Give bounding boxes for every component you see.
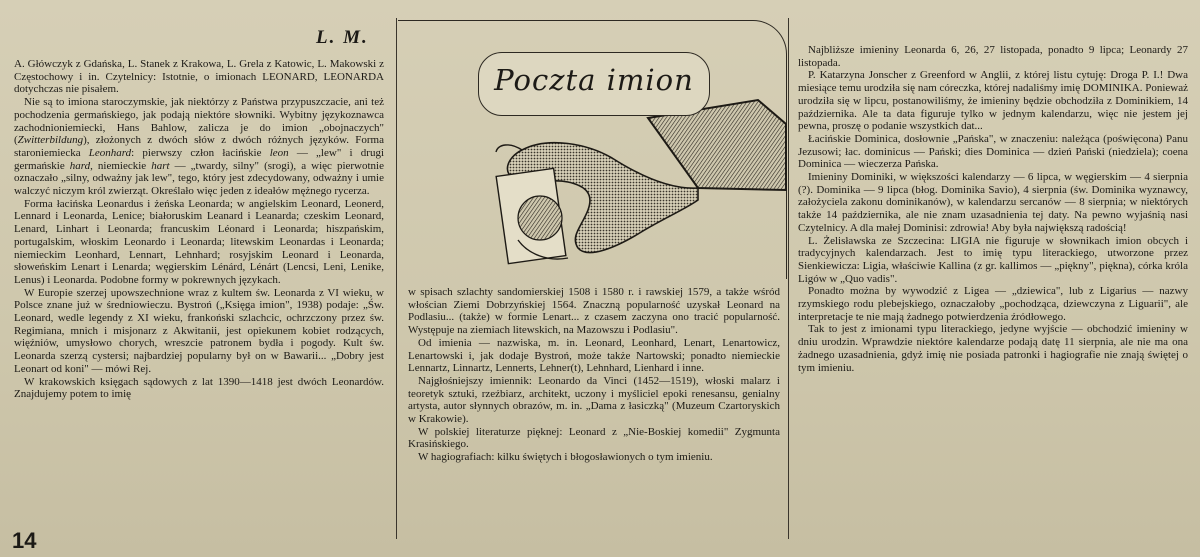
paragraph: Forma łacińska Leonardus i żeńska Leonarda; w angielskim Leonard, Leonerd, Lennard i Leonarda, Lenice; białoruskim Leanard i Leanarda; czeskim Leonard, Lenard, Linhart i Leonarda; francuskim Léonard i Leonarda; hiszpańskim, portugalskim, włoskim Leonardo i Leonarda; litewskim Leonardas i Leonarda; niemieckim Leonhard, Lennart, Lehnhard; rosyjskim Leonard i Leonarda, słoweńskim Lenart i Lenarda; węgierskim Lénárd, Lénárt (Lencsi, Leni, Lenike, Lenus) i Leonarda. Podobne formy w pokrewnych językach. — [14, 197, 384, 286]
text-run: — „twardy, silny" (srogi), a więc pierwotnie oznaczało „silny, odważny jak lew", tego, który jest zdecydowany, odważny i umie walczyć niczym król zwierząt. Określało więc jeden z ideałów mężnego rycerza. — [14, 159, 384, 198]
text-run: , niemieckie — [90, 159, 152, 172]
text-run: Nie są to imiona staroczymskie, jak niektórzy z Państwa przypuszczacie, ani też pochodzenia germańskiego, jak podają niektóre słowniki. Wybitny językoznawca zachodnioniemiecki, Hans Bahlow, zalicza je do imion „obojnaczych" ( — [14, 96, 384, 147]
text-run-italic: Zwitterbildung — [17, 134, 84, 147]
paragraph: P. Katarzyna Jonscher z Greenford w Anglii, z której listu cytuję: Droga P. I.! Dwa miesiące temu urodziła się nam córeczka, której nadaliśmy imię DOMINIKA. Ponieważ urodziła się w lipcu, postanowiliśmy, że imieniny będzie obchodziła z Dominikiem, 14 października. Ale ta data figuruje tylko w jednym kalendarzu, więc nie jestem jej pewna, proszę o podanie wszystkich dat... — [798, 69, 1188, 133]
paragraph: Od imienia — nazwiska, m. in. Leonard, Leonhard, Lenart, Lenartowicz, Lenartowski i, jak dodaje Bystroń, może także Nartowski; ponadto niemieckie Lennartz, Linnartz, Lennerts, Lehner(t), Lehnhard, Lienhard i inne. — [408, 336, 780, 375]
page-number: 14 — [12, 528, 37, 553]
paragraph: W Europie szerzej upowszechnione wraz z kultem św. Leonarda z VI wieku, w Polsce znane już w średniowieczu. Bystroń („Księga imion", 1938) podaje: „Św. Leonard, wedle legendy z XI wieku, frankoński szlachcic, ochrzczony przez św. Regimiana, mnich i misjonarz z Akwitanii, jest opiekunem kobiet rodzących, więźniów, umysłowo chorych, wreszcie patronem bydła i pogody. Kult św. Leonarda szerzą cystersi; najbardziej popularny był on w Bawarii... „Dobry jest Leonart od koni" — mówi Rej. — [14, 286, 384, 375]
finger-outline — [496, 145, 522, 152]
author-initials: L. M. — [316, 27, 369, 48]
text-run-italic: hart — [151, 159, 170, 172]
paragraph: Łacińskie Dominica, dosłownie „Pańska", w znaczeniu: należąca (poświęcona) Panu Jezusowi; łac. dominicus — Pański; dies Dominica — dzień Pański (niedziela); coena Dominica — wieczerza Pańska. — [798, 132, 1188, 171]
paragraph: Tak to jest z imionami typu literackiego, jedyne wyjście — obchodzić imieniny w dniu urodzin. Wprawdzie niektóre kalendarze podają datę 11 sierpnia, ale nie ma ona żadnego uzasadnienia, gdyż imię nie posiada patronki i hagiografie nie znają świętej o tym imieniu. — [798, 323, 1188, 374]
paragraph: Najbliższe imieniny Leonarda 6, 26, 27 listopada, ponadto 9 lipca; Leonardy 27 listopada. — [798, 44, 1188, 69]
text-run: ), złożonych z dwóch słów z dwóch różnych języków. Forma staroniemiecka — [14, 134, 384, 159]
paragraph: A. Główczyk z Gdańska, L. Stanek z Krakowa, L. Grela z Katowic, L. Makowski z Częstochowy i in. Czytelnicy: Istotnie, o imionach LEONARD, LEONARDA dotychczas nie pisałem. — [14, 58, 384, 96]
paragraph: Imieniny Dominiki, w większości kalendarzy — 6 lipca, w węgierskim — 4 sierpnia (?). Dominika — 9 lipca (błog. Dominika Savio), 4 sierpnia (św. Dominika wyznawcy, założyciela zakonu dominikanów), w kalendarzu sercanów — 8 sierpnia; w niektórych także 14 października, ale nie znam uzasadnienia tej daty. Na pewno wyjaśnią nasi Czytelnicy. A dla małej Dominisi: zdrowia! Aby była największą radością! — [798, 171, 1188, 234]
paragraph: L. Żelisławska ze Szczecina: LIGIA nie figuruje w słownikach imion obcych i tradycyjnych kalendarzach. Jest to imię typu literackiego, utworzone przez Sienkiewicza: Ligia, właściwie Kallina (z gr. kallimos — „piękny", piękna), córka króla Ligów w „Quo vadis". — [798, 234, 1188, 285]
paragraph: Najgłośniejszy imiennik: Leonardo da Vinci (1452—1519), włoski malarz i teoretyk sztuki, rzeźbiarz, architekt, uczony i myśliciel epoki renesansu, genialny artysta, autor słynnych obrazów, m. in. „Dama z łasiczką" (Muzeum Czartoryskich w Krakowie). — [408, 374, 780, 426]
paragraph: W hagiografiach: kilku świętych i błogosławionych o tym imieniu. — [418, 451, 713, 464]
column-right — [798, 44, 1188, 544]
paragraph: Ponadto można by wywodzić z Ligea — „dziewica", lub z Ligarius — nazwy rzymskiego rodu plebejskiego, oznaczałoby „pochodząca, dziewczyna z Liguarii", ale interpretacje te nie mają żadnego potwierdzenia źródłowego. — [798, 285, 1188, 323]
text-run: — „lew" i drugi germańskie — [14, 146, 384, 172]
text-run-italic: leon — [269, 146, 289, 159]
paragraph: W krakowskich księgach sądowych z lat 1390—1418 jest dwóch Leonardów. Znajdujemy potem to imię — [14, 375, 384, 401]
text-run-italic: Leonhard — [88, 146, 132, 159]
paragraph — [14, 96, 384, 198]
paragraph: W polskiej literaturze pięknej: Leonard z „Nie-Boskiej komedii" Zygmunta Krasińskiego. — [408, 425, 780, 451]
section-title: Poczta imion — [494, 63, 694, 97]
column-rule-right — [788, 18, 789, 539]
text-run: : pierwszy człon łacińskie — [131, 146, 270, 159]
paragraph: w spisach szlachty sandomierskiej 1508 i 1580 r. i rawskiej 1579, a także wśród włościan Ziemi Dobrzyńskiej 1564. Znaczną popularność uzyskał Leonard na Podlasiu... (także) w formie Lenart... z czasem zaczyna ono tracić popularność. Występuje na ziemiach litewskich, na Mazowszu i Podlasiu". — [408, 286, 780, 337]
text-run-italic: hard — [69, 159, 91, 172]
column-left — [14, 58, 384, 528]
title-box — [478, 52, 710, 116]
stamp-portrait — [518, 196, 562, 240]
column-rule-left — [396, 18, 397, 539]
column-middle — [408, 286, 780, 546]
